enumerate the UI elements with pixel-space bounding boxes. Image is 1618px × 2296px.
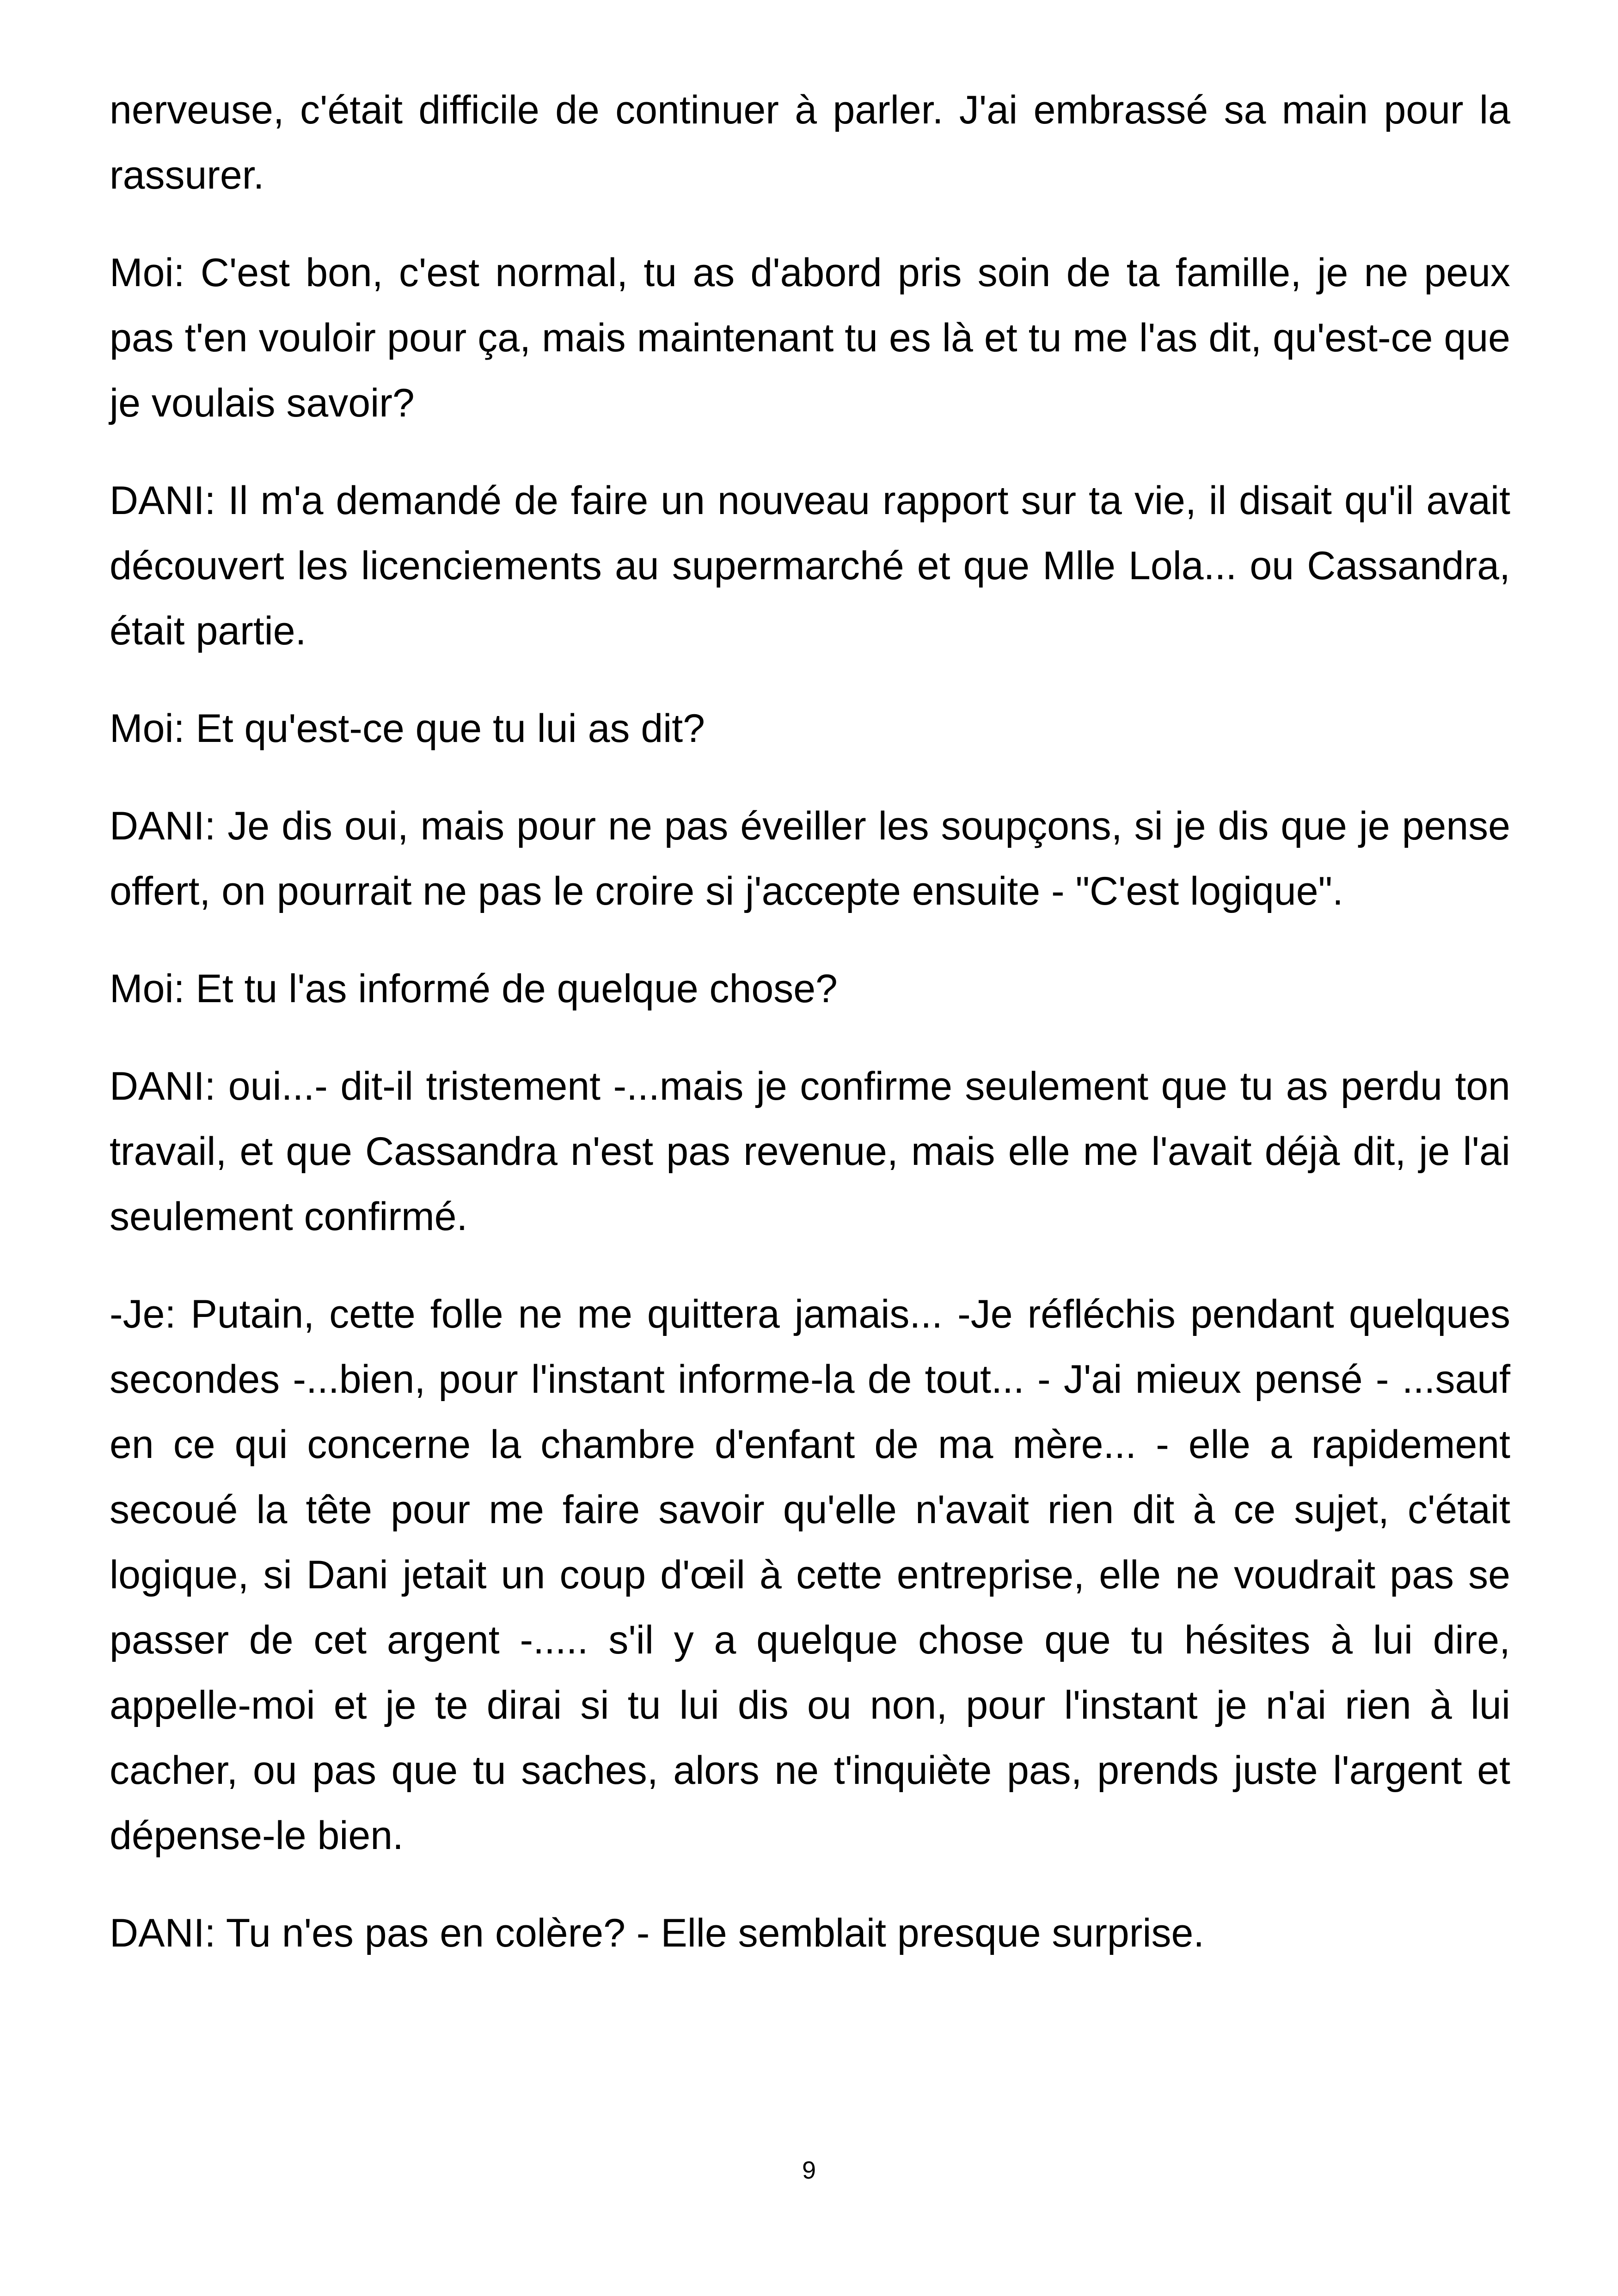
paragraph-6: Moi: Et tu l'as informé de quelque chose?: [110, 967, 838, 1011]
paragraph-4: Moi: Et qu'est-ce que tu lui as dit?: [110, 706, 705, 751]
paragraph-5: DANI: Je dis oui, mais pour ne pas éveiller les soupçons, si je dis que je pense offert, on pourrait ne pas le croire si j'accepte ensuite - "C'est logique".: [110, 804, 1510, 913]
paragraph-2: Moi: C'est bon, c'est normal, tu as d'abord pris soin de ta famille, je ne peux pas t'en vouloir pour ça, mais maintenant tu es là et tu me l'as dit, qu'est-ce que je voulais savoir?: [110, 251, 1510, 425]
paragraph-7: DANI: oui...- dit-il tristement -...mais je confirme seulement que tu as perdu ton travail, et que Cassandra n'est pas revenue, mais elle me l'avait déjà dit, je l'ai seulement confirmé.: [110, 1064, 1510, 1239]
page-number: 9: [802, 2156, 816, 2184]
paragraph-8: -Je: Putain, cette folle ne me quittera jamais... -Je réfléchis pendant quelques secondes -...bien, pour l'instant informe-la de tout... - J'ai mieux pensé - ...sauf en ce qui concerne la chambre d'enfant de ma mère... - elle a rapidement secoué la tête pour me faire savoir qu'elle n'avait rien dit à ce sujet, c'était logique, si Dani jetait un coup d'œil à cette entreprise, elle ne voudrait pas se passer de cet argent -..... s'il y a quelque chose que tu hésites à lui dire, appelle-moi et je te dirai si tu lui dis ou non, pour l'instant je n'ai rien à lui cacher, ou pas que tu saches, alors ne t'inquiète pas, prends juste l'argent et dépense-le bien.: [110, 1292, 1510, 1858]
paragraph-9: DANI: Tu n'es pas en colère? - Elle semblait presque surprise.: [110, 1911, 1205, 1955]
paragraph-1: nerveuse, c'était difficile de continuer à parler. J'ai embrassé sa main pour la rassurer.: [110, 88, 1510, 197]
paragraph-3: DANI: Il m'a demandé de faire un nouveau rapport sur ta vie, il disait qu'il avait découvert les licenciements au supermarché et que Mlle Lola... ou Cassandra, était partie.: [110, 478, 1510, 653]
body-text: [110, 78, 1510, 1998]
